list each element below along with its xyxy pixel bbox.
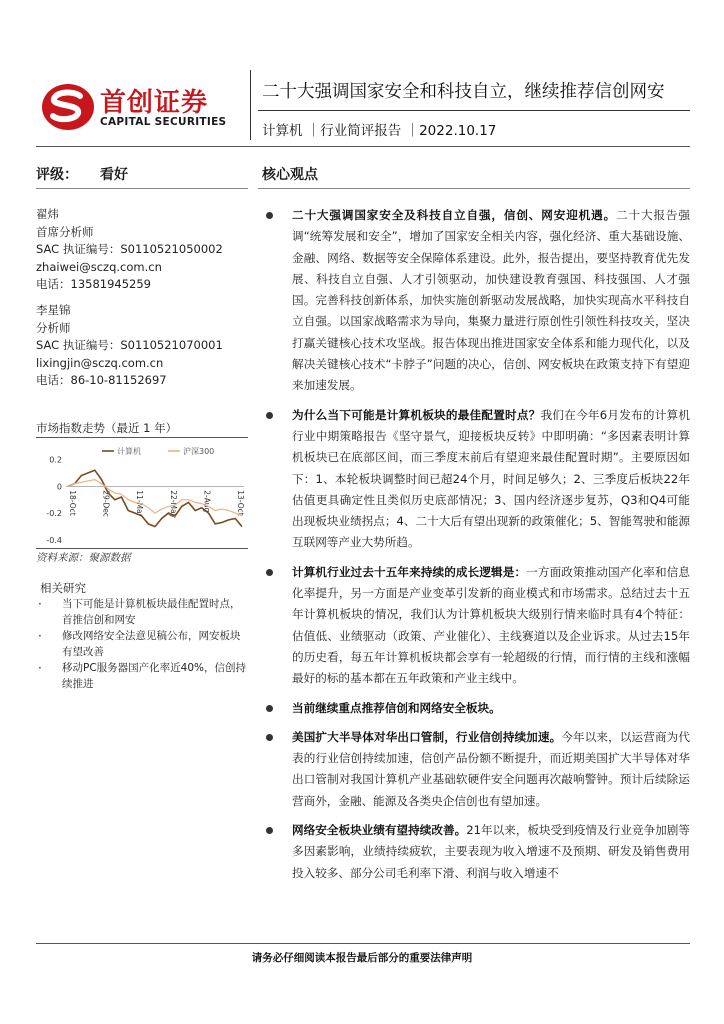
core-view-heading: 网络安全板块业绩有望持续改善。 [292,823,467,838]
report-title: 二十大强调国家安全和科技自立，继续推荐信创网安 [262,82,665,102]
x-tick-label: 2-Aug [202,490,212,513]
x-tick-label: 11-Mar [135,490,145,517]
analyst-title: 分析师 [36,320,71,335]
series-line-hs300 [68,480,242,519]
right-column-rule [258,188,690,189]
analyst-title: 首席分析师 [36,224,94,239]
core-view-heading: 美国扩大半导体对华出口管制，行业信创持续加速。 [292,729,562,744]
analyst-email[interactable]: zhaiwei@sczq.com.cn [36,259,162,274]
core-view-item [262,698,690,719]
rating-value: 看好 [100,167,128,183]
brand-name-en: CAPITAL SECURITIES [100,116,227,128]
chart-title: 市场指数走势（最近 1 年） [36,421,178,435]
core-view-text: 一方面政策推动国产化率和信息化率提升，另一方面是产业变革引发新的商业模式和市场需求。总结过去十五年计算机板块的情况，我们认为计算机板块大级别行情来临时具有4个特征：估值低、业绩驱动（政策、产业催化）、主线赛道以及企业诉求。从过去15年的历史看，每五年计算机板块都会享有一轮超级的行情，而行情的主线和涨幅最好的标的基本都在五年政策和产业主线中。 [292,564,690,686]
x-tick-label: 22-May [168,490,178,519]
x-tick-label: 29-Dec [101,490,111,518]
core-view-item [262,205,690,397]
core-view-heading: 当前继续重点推荐信创和网络安全板块。 [292,700,501,715]
y-tick-label: 0.2 [49,455,62,465]
core-view-list [262,205,690,884]
x-tick-label: 18-Oct [68,490,77,516]
core-view-heading: 二十大强调国家安全及科技自立自强，信创、网安迎机遇。 [292,208,617,222]
related-item[interactable]: · 移动PC服务器国产化率近40%，信创持续推进 [36,661,248,692]
header-divider [250,70,251,140]
core-view-item [262,727,690,812]
related-item[interactable]: · 当下可能是计算机板块最佳配置时点，首推信创和网安 [36,597,248,628]
analyst-name: 翟炜 [36,207,59,221]
legal-disclaimer: 请务必仔细阅读本报告最后部分的重要法律声明 [251,952,473,964]
analyst-sac: SAC 执证编号：S0110521050002 [36,242,223,256]
analyst-phone: 电话：86-10-81152697 [36,373,167,387]
core-view-heading: 为什么当下可能是计算机板块的最佳配置时点？ [292,407,541,422]
analyst-sac: SAC 执证编号：S0110521070001 [36,338,223,352]
core-view-item [262,820,690,884]
brand-name-cn: 首创证券 [100,88,209,118]
analyst-card [36,206,246,294]
related-item[interactable]: · 修改网络安全法意见稿公布，网安板块有望改善 [36,629,248,660]
x-tick-label: 13-Oct [236,490,245,516]
core-view-item [262,405,690,554]
report-subtitle: 计算机 ｜行业简评报告 ｜2022.10.17 [262,123,497,139]
left-column-rule [36,188,248,189]
series-line-computer [68,470,242,526]
footer-rule [36,943,690,944]
header-rule [36,146,690,147]
legend-label: 沪深300 [183,447,215,456]
analyst-email[interactable]: lixingjin@sczq.com.cn [36,355,164,370]
company-logo-icon [40,82,96,132]
analyst-card [36,302,246,390]
core-view-title: 核心观点 [262,167,318,183]
core-view-item [262,562,690,690]
related-research-list [36,597,248,693]
rating-label: 评级： [36,167,78,183]
core-view-heading: 计算机行业过去十五年来持续的成长逻辑是： [292,564,527,579]
chart-canvas [36,440,248,546]
core-view-text: 21年以来，板块受到疫情及行业竞争加剧等多因素影响，业绩持续疲软，主要表现为收入增速不及预期、研发及销售费用投入较多、部分公司毛利率下滑、利润与收入增速不 [292,823,690,880]
analyst-phone: 电话：13581945259 [36,277,151,291]
analyst-name: 李星锦 [36,303,71,317]
y-tick-label: 0 [56,482,62,492]
chart-source: 资料来源：聚源数据 [36,552,131,564]
title-rule [258,110,690,111]
related-research-title: 相关研究 [40,581,86,595]
core-view-text: 今年以来，以运营商为代表的行业信创持续加速，信创产品份额不断提升，而近期美国扩大半导体对华出口管制对我国计算机产业基础软硬件安全问题再次敲响警钟。预计后续除运营商外，金融、能源及各类央企信创也有望加速。 [292,729,690,808]
core-view-text: 我们在今年6月发布的计算机行业中期策略报告《坚守景气，迎接板块反转》中即明确：“多因素表明计算机板块已在底部区间，而三季度末前后有望迎来最佳配置时期”。主要原因如下：1、本轮板块调整时间已超24个月，时间足够久；2、三季度后板块22年估值更具确定性且类似历史底部情况；3、国内经济逐步复苏，Q3和Q4可能出现板块业绩拐点；4、二十大后有望出现新的政策催化；5、智能驾驶和能源互联网等产业大势所趋。 [292,407,690,550]
market-index-chart [36,437,248,549]
y-tick-label: -0.2 [46,509,62,519]
y-tick-label: -0.4 [46,536,62,545]
rating [36,164,128,184]
legend-label: 计算机 [117,447,141,456]
core-view-text: 二十大报告强调“统筹发展和安全”，增加了国家安全相关内容，强化经济、重大基础设施、金融、网络、数据等安全保障体系建设。此外，报告提出，要坚持教育优先发展、科技自立自强、人才引领驱动，加快建设教育强国、科技强国、人才强国。完善科技创新体系，加快实施创新驱动发展战略，加快实现高水平科技自立自强。以国家战略需求为导向，集聚力量进行原创性引领性科技攻关，坚决打赢关键核心技术攻坚战。报告体现出推进国家安全体系和能力现代化，以及解决关键核心技术“卡脖子”问题的决心，信创、网安板块在政策支持下有望迎来加速发展。 [292,208,690,393]
